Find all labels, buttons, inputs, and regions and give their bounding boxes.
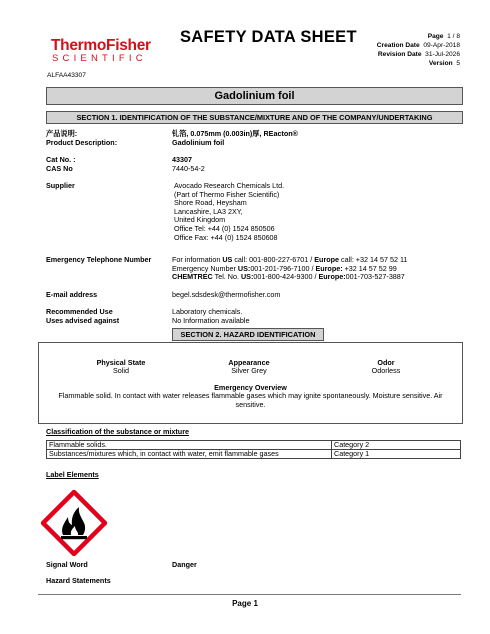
product-description-label: Product Description: xyxy=(46,138,118,147)
revision-date-label: Revision Date xyxy=(377,51,422,58)
emergency-phone-label: Emergency Telephone Number xyxy=(46,255,152,264)
document-title: SAFETY DATA SHEET xyxy=(180,28,357,46)
hazard-statements-label: Hazard Statements xyxy=(46,576,111,585)
supplier-line: Avocado Research Chemicals Ltd. xyxy=(174,181,285,190)
supplier-label: Supplier xyxy=(46,181,75,190)
brand-logo-subtitle: SCIENTIFIC xyxy=(52,53,147,64)
email-label: E-mail address xyxy=(46,290,98,299)
hazard-class-cell: Flammable solids. xyxy=(47,441,332,450)
chinese-product-label: 产品说明: xyxy=(46,129,78,138)
product-description-value: Gadolinium foil xyxy=(172,138,225,147)
hazard-category-cell: Category 2 xyxy=(332,441,461,450)
odor-label: Odor xyxy=(377,358,395,367)
page-footer: Page 1 xyxy=(232,599,258,608)
emergency-text: For information xyxy=(172,255,223,264)
cat-no-value: 43307 xyxy=(172,155,192,164)
emergency-region: US: xyxy=(240,272,254,282)
emergency-text: call: +32 14 57 52 11 xyxy=(339,255,408,264)
supplier-line: United Kingdom xyxy=(174,215,226,225)
page-info-revision xyxy=(378,51,460,58)
supplier-line: (Part of Thermo Fisher Scientific) xyxy=(174,189,280,199)
supplier-line: Lancashire, LA3 2XY, xyxy=(174,206,243,216)
brand-logo-wordmark: ThermoFisher xyxy=(51,37,151,54)
appearance-label: Appearance xyxy=(228,358,270,367)
creation-date-value: 09-Apr-2018 xyxy=(423,42,460,49)
emergency-overview-line1: Flammable solid. In contact with water releases flammable gases which may ignite spontaneously. Moisture sensitive. Air xyxy=(58,391,443,400)
emergency-region: Europe xyxy=(314,255,340,264)
product-name-bar: Gadolinium foil xyxy=(46,87,463,105)
flame-pictogram-icon xyxy=(41,490,107,556)
emergency-overview-line2: sensitive. xyxy=(235,400,266,409)
cat-no-label: Cat No. : xyxy=(46,155,76,164)
classification-table xyxy=(46,440,461,459)
supplier-address xyxy=(174,182,284,242)
signal-word-label: Signal Word xyxy=(46,560,88,569)
section1-heading: SECTION 1. IDENTIFICATION OF THE SUBSTANCE/MIXTURE AND OF THE COMPANY/UNDERTAKING xyxy=(46,111,463,124)
hazard-overview-box xyxy=(38,342,463,424)
hazard-category-cell: Category 1 xyxy=(332,450,461,459)
emergency-text: Emergency Number xyxy=(172,263,238,273)
classification-heading: Classification of the substance or mixture xyxy=(46,427,189,436)
revision-date-value: 31-Jul-2026 xyxy=(425,51,460,58)
emergency-text: 001-201-796-7100 / xyxy=(250,263,316,273)
emergency-region: Europe: xyxy=(315,263,343,273)
emergency-text: +32 14 57 52 99 xyxy=(342,263,397,273)
emergency-overview-heading: Emergency Overview xyxy=(214,383,287,392)
document-id: ALFAA43307 xyxy=(47,72,86,79)
footer-divider xyxy=(38,594,461,595)
supplier-line: Shore Road, Heysham xyxy=(174,198,247,208)
emergency-region: Europe: xyxy=(318,272,346,282)
emergency-line xyxy=(172,273,407,282)
version-value: 5 xyxy=(456,60,460,67)
page-info-page xyxy=(428,33,460,40)
emergency-phone-block xyxy=(172,256,407,282)
email-value[interactable]: begel.sdsdesk@thermofisher.com xyxy=(172,290,281,299)
hazard-class-cell: Substances/mixtures which, in contact with water, emit flammable gases xyxy=(47,450,332,459)
page-label: Page xyxy=(427,33,444,40)
uses-advised-against-value: No Information available xyxy=(172,316,250,325)
emergency-text: call: 001-800-227-6701 / xyxy=(232,255,315,264)
cas-no-value: 7440-54-2 xyxy=(172,164,205,173)
recommended-use-label: Recommended Use xyxy=(46,307,113,316)
uses-advised-against-label: Uses advised against xyxy=(46,316,120,325)
physical-state-label: Physical State xyxy=(96,358,146,367)
page-info-creation xyxy=(377,42,460,49)
signal-word-value: Danger xyxy=(172,560,197,569)
version-label: Version xyxy=(428,60,453,67)
emergency-region: CHEMTREC xyxy=(172,272,213,282)
chinese-product-value: 钆箔, 0.075mm (0.003in)厚, REacton® xyxy=(172,129,298,138)
cas-no-label: CAS No xyxy=(46,164,73,173)
emergency-text: Tel. No. xyxy=(212,272,241,282)
supplier-line: Office Tel: +44 (0) 1524 850506 xyxy=(174,223,275,233)
page-info-version xyxy=(429,60,460,67)
emergency-text: 001-800-424-9300 / xyxy=(253,272,319,282)
supplier-line: Office Fax: +44 (0) 1524 850608 xyxy=(174,232,278,242)
label-elements-heading: Label Elements xyxy=(46,470,99,479)
physical-state-value: Solid xyxy=(113,366,129,375)
section2-heading: SECTION 2. HAZARD IDENTIFICATION xyxy=(172,328,324,341)
appearance-value: Silver Grey xyxy=(231,366,267,375)
recommended-use-value: Laboratory chemicals. xyxy=(172,307,243,316)
page-value: 1 / 8 xyxy=(447,33,460,40)
creation-date-label: Creation Date xyxy=(376,42,420,49)
odor-value: Odorless xyxy=(371,366,401,375)
emergency-region: US: xyxy=(237,263,251,273)
emergency-region: US xyxy=(222,255,233,264)
table-row xyxy=(47,450,461,459)
emergency-text: 001-703-527-3887 xyxy=(345,272,405,282)
